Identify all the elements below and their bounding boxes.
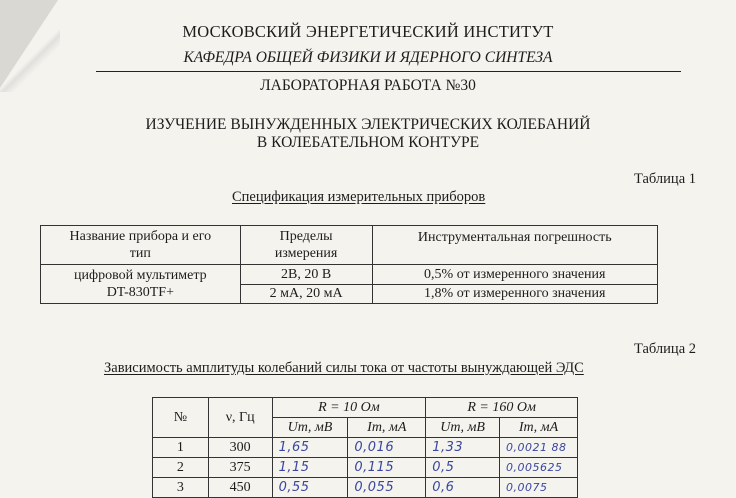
department-name: КАФЕДРА ОБЩЕЙ ФИЗИКИ И ЯДЕРНОГО СИНТЕЗА [183,49,553,66]
table-row [41,265,658,285]
header-freq: ν, Гц [208,398,272,438]
handwritten-um1: 1,65 [272,438,348,458]
device-model: DT-830TF+ [106,285,174,300]
row-freq: 450 [208,478,272,498]
header-limits: Пределы измерения [240,226,372,265]
handwritten-im2: 0,0075 [500,478,578,498]
handwritten-um2: 1,33 [426,438,500,458]
table1-label: Таблица 1 [633,171,696,187]
row-num: 2 [153,458,209,478]
handwritten-im1: 0,055 [348,478,426,498]
lab-work-number: ЛАБОРАТОРНАЯ РАБОТА №30 [260,77,476,94]
header-um-1: Um, мВ [272,418,348,438]
error-cell: 0,5% от измеренного значения [372,265,657,285]
row-freq: 375 [208,458,272,478]
work-title-line2: В КОЛЕБАТЕЛЬНОМ КОНТУРЕ [256,134,480,151]
measurements-table [152,397,578,498]
institute-name: МОСКОВСКИЙ ЭНЕРГЕТИЧЕСКИЙ ИНСТИТУТ [182,22,554,41]
handwritten-um2: 0,6 [426,478,500,498]
table2-label: Таблица 2 [633,341,696,357]
device-cell [41,265,241,304]
table-row [153,458,578,478]
row-freq: 300 [208,438,272,458]
header-im-1: Im, мА [348,418,426,438]
device-name: цифровой мультиметр [74,268,207,283]
header-divider [96,71,681,72]
error-cell: 1,8% от измеренного значения [372,284,657,304]
header-num: № [153,398,209,438]
handwritten-im1: 0,115 [348,458,426,478]
table-row [153,478,578,498]
header-r-10: R = 10 Ом [272,398,426,418]
handwritten-im2: 0,0021 88 [500,438,578,458]
limits-cell: 2В, 20 В [240,265,372,285]
header-device: Название прибора и его тип [41,226,241,265]
limits-cell: 2 мА, 20 мА [240,284,372,304]
handwritten-im1: 0,016 [348,438,426,458]
handwritten-um1: 0,55 [272,478,348,498]
header-um-2: Um, мВ [426,418,500,438]
header-error: Инструментальная погрешность [372,226,657,265]
header-im-2: Im, мА [500,418,578,438]
row-num: 3 [153,478,209,498]
handwritten-um2: 0,5 [426,458,500,478]
instruments-table [40,225,658,304]
header-r-160: R = 160 Ом [426,398,578,418]
handwritten-um1: 1,15 [272,458,348,478]
work-title-line1: ИЗУЧЕНИЕ ВЫНУЖДЕННЫХ ЭЛЕКТРИЧЕСКИХ КОЛЕБАНИЙ [145,116,591,133]
table-header-row [41,226,658,265]
table2-caption: Зависимость амплитуды колебаний силы тока от частоты вынуждающей ЭДС [104,360,584,376]
table-header-row [153,398,578,418]
table-row [153,438,578,458]
table1-caption: Спецификация измерительных приборов [232,189,486,205]
handwritten-im2: 0,005625 [500,458,578,478]
row-num: 1 [153,438,209,458]
